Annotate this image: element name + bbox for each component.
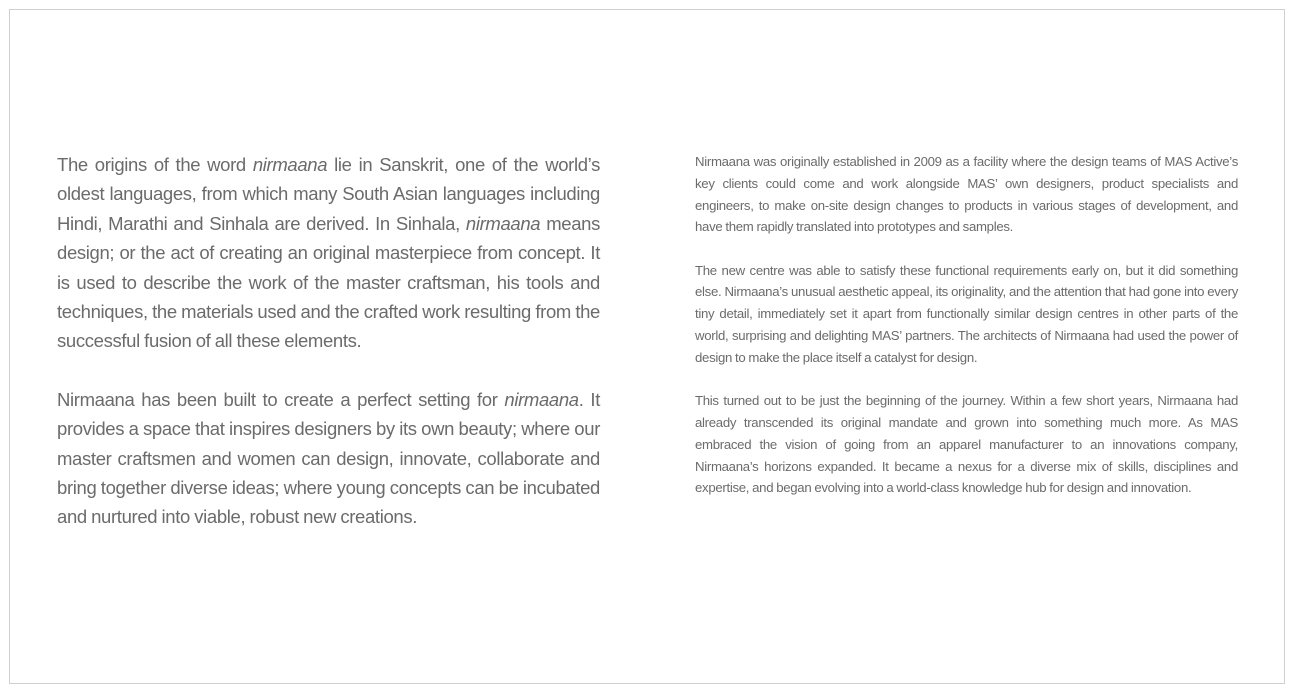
- right-paragraph-1: Nirmaana was originally established in 2009 as a facility where the design teams of MAS Active’s key clients could come and work alongside MAS’ own designers, product specialists and engineers, to make on-site design changes to products in various stages of development, and have them rapidly translated into prototypes and samples.: [695, 154, 1238, 235]
- right-paragraph-2: The new centre was able to satisfy these functional requirements early on, but it did something else. Nirmaana’s unusual aesthetic appeal, its originality, and the attention that had gone into every tiny detail, immediately set it apart from functionally similar design centres in other parts of the world, surprising and delighting MAS’ partners. The architects of Nirmaana had used the power of design to make the place itself a catalyst for design.: [695, 262, 1238, 365]
- text-segment: Nirmaana has been built to create a perfect setting for: [57, 388, 505, 410]
- text-segment: . It provides a space that inspires designers by its own beauty; where our master craftsmen and women can design, innovate, collaborate and bring together diverse ideas; where young concepts can be incubated and nurtured into viable, robust new creations.: [57, 388, 600, 528]
- left-paragraph-1: [57, 150, 600, 356]
- right-paragraph-3: This turned out to be just the beginning of the journey. Within a few short years, Nirmaana had already transcended its original mandate and grown into something much more. As MAS embraced the vision of going from an apparel manufacturer to an innovations company, Nirmaana’s horizons expanded. It became a nexus for a diverse mix of skills, disciplines and expertise, and began evolving into a world-class knowledge hub for design and innovation.: [695, 393, 1238, 496]
- italic-term: nirmaana: [465, 212, 541, 234]
- text-segment: means design; or the act of creating an original masterpiece from concept. It is used to describe the work of the master craftsman, his tools and techniques, the materials used and the crafted work resulting from the successful fusion of all these elements.: [57, 212, 600, 352]
- left-paragraph-2: [57, 385, 600, 532]
- right-text-column: [695, 151, 1238, 521]
- italic-term: nirmaana: [252, 154, 328, 175]
- italic-term: nirmaana: [504, 388, 579, 410]
- left-text-column: [57, 150, 600, 561]
- text-segment: The origins of the word: [57, 154, 253, 175]
- text-segment: lie in Sanskrit, one of the world’s oldest languages, from which many South Asian languages including Hindi, Marathi and Sinhala are derived. In Sinhala,: [57, 154, 600, 234]
